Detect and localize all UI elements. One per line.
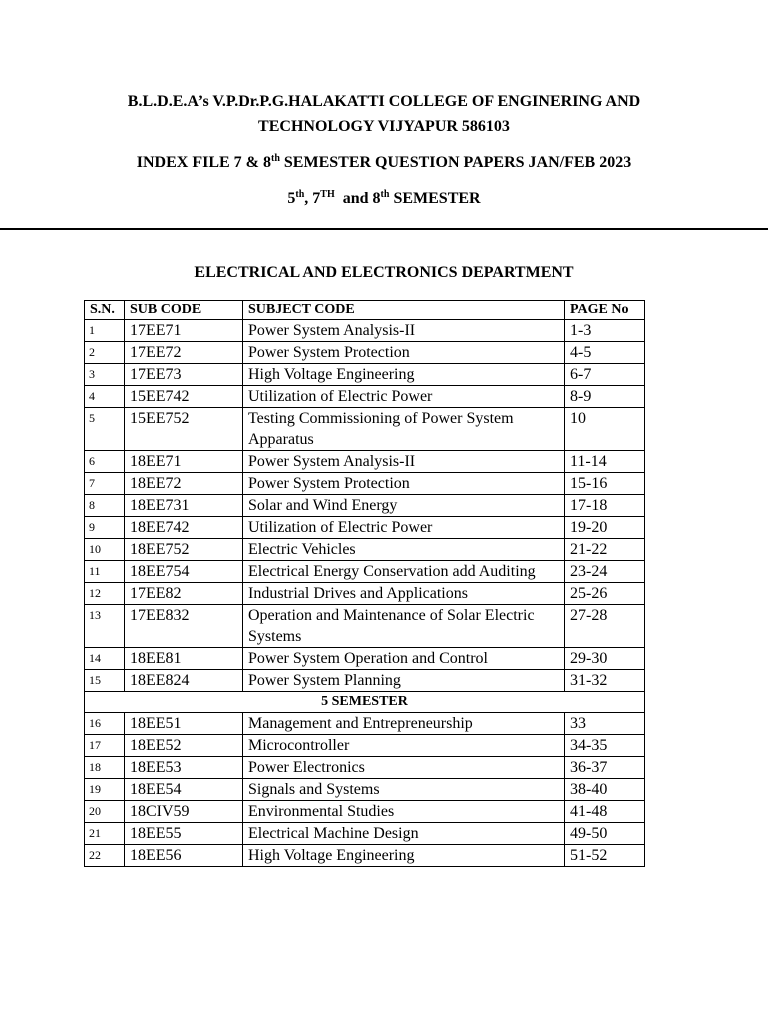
row-sn: 11 — [85, 561, 125, 583]
college-name-line: B.L.D.E.A’s V.P.Dr.P.G.HALAKATTI COLLEGE OF ENGINERING AND — [127, 93, 641, 110]
row-sub-code: 15EE742 — [125, 386, 243, 408]
section-label: 5 SEMESTER — [85, 692, 645, 713]
column-header-subject: SUBJECT CODE — [243, 301, 565, 320]
row-sub-code: 18EE742 — [125, 517, 243, 539]
row-subject: Power System Protection — [243, 342, 565, 364]
row-sub-code: 15EE752 — [125, 408, 243, 451]
row-page: 17-18 — [565, 495, 645, 517]
row-sub-code: 18EE731 — [125, 495, 243, 517]
row-page: 1-3 — [565, 320, 645, 342]
table-row — [85, 648, 645, 670]
row-sn: 9 — [85, 517, 125, 539]
row-page: 4-5 — [565, 342, 645, 364]
table-row — [85, 539, 645, 561]
question-paper-index-table — [84, 300, 645, 867]
row-sub-code: 18EE51 — [125, 713, 243, 735]
table-row — [85, 823, 645, 845]
table-row — [85, 605, 645, 648]
row-subject: Utilization of Electric Power — [243, 386, 565, 408]
semester-line: 5th, 7TH and 8th SEMESTER — [287, 189, 481, 207]
row-page: 27-28 — [565, 605, 645, 648]
table-row — [85, 779, 645, 801]
table-row — [85, 670, 645, 692]
row-sn: 1 — [85, 320, 125, 342]
row-sn: 21 — [85, 823, 125, 845]
section-row — [85, 692, 645, 713]
row-sn: 6 — [85, 451, 125, 473]
table-row — [85, 845, 645, 867]
row-subject: Power System Planning — [243, 670, 565, 692]
row-subject: Management and Entrepreneurship — [243, 713, 565, 735]
row-page: 15-16 — [565, 473, 645, 495]
table-row — [85, 495, 645, 517]
row-page: 10 — [565, 408, 645, 451]
horizontal-rule — [0, 228, 768, 230]
row-subject: Electrical Machine Design — [243, 823, 565, 845]
row-sub-code: 18EE56 — [125, 845, 243, 867]
row-sub-code: 17EE72 — [125, 342, 243, 364]
column-header-page: PAGE No — [565, 301, 645, 320]
row-subject: Solar and Wind Energy — [243, 495, 565, 517]
row-sn: 7 — [85, 473, 125, 495]
table-row — [85, 342, 645, 364]
row-sn: 5 — [85, 408, 125, 451]
row-sub-code: 18EE55 — [125, 823, 243, 845]
row-page: 21-22 — [565, 539, 645, 561]
row-sn: 16 — [85, 713, 125, 735]
row-sn: 22 — [85, 845, 125, 867]
row-subject: Microcontroller — [243, 735, 565, 757]
row-sub-code: 18EE752 — [125, 539, 243, 561]
row-page: 19-20 — [565, 517, 645, 539]
row-sn: 15 — [85, 670, 125, 692]
row-subject: Power System Operation and Control — [243, 648, 565, 670]
row-subject: Power System Analysis-II — [243, 451, 565, 473]
row-page: 11-14 — [565, 451, 645, 473]
table-row — [85, 517, 645, 539]
table-row — [85, 320, 645, 342]
row-subject: Signals and Systems — [243, 779, 565, 801]
table-row — [85, 364, 645, 386]
row-sub-code: 18EE52 — [125, 735, 243, 757]
table-header-row — [85, 301, 645, 320]
row-sub-code: 17EE71 — [125, 320, 243, 342]
college-location-line: TECHNOLOGY VIJYAPUR 586103 — [258, 118, 510, 135]
table-row — [85, 386, 645, 408]
row-subject: Electric Vehicles — [243, 539, 565, 561]
row-page: 38-40 — [565, 779, 645, 801]
table-row — [85, 757, 645, 779]
row-page: 34-35 — [565, 735, 645, 757]
row-sub-code: 18EE54 — [125, 779, 243, 801]
row-sn: 8 — [85, 495, 125, 517]
row-sn: 14 — [85, 648, 125, 670]
table-row — [85, 451, 645, 473]
row-sn: 17 — [85, 735, 125, 757]
row-sub-code: 18EE754 — [125, 561, 243, 583]
row-page: 33 — [565, 713, 645, 735]
row-sub-code: 18EE53 — [125, 757, 243, 779]
table-row — [85, 583, 645, 605]
row-page: 31-32 — [565, 670, 645, 692]
row-sub-code: 18EE824 — [125, 670, 243, 692]
row-subject: Testing Commissioning of Power System Apparatus — [243, 408, 565, 451]
row-sub-code: 18EE81 — [125, 648, 243, 670]
row-sn: 19 — [85, 779, 125, 801]
column-header-sub-code: SUB CODE — [125, 301, 243, 320]
row-sn: 12 — [85, 583, 125, 605]
row-page: 29-30 — [565, 648, 645, 670]
row-subject: High Voltage Engineering — [243, 845, 565, 867]
row-page: 23-24 — [565, 561, 645, 583]
table-row — [85, 713, 645, 735]
row-page: 6-7 — [565, 364, 645, 386]
row-sub-code: 17EE73 — [125, 364, 243, 386]
row-subject: Environmental Studies — [243, 801, 565, 823]
row-page: 41-48 — [565, 801, 645, 823]
row-subject: Operation and Maintenance of Solar Electric Systems — [243, 605, 565, 648]
row-sub-code: 17EE832 — [125, 605, 243, 648]
row-subject: High Voltage Engineering — [243, 364, 565, 386]
row-sn: 4 — [85, 386, 125, 408]
table-row — [85, 408, 645, 451]
row-sn: 2 — [85, 342, 125, 364]
table-row — [85, 801, 645, 823]
row-page: 51-52 — [565, 845, 645, 867]
row-sn: 13 — [85, 605, 125, 648]
table-row — [85, 561, 645, 583]
row-page: 25-26 — [565, 583, 645, 605]
row-sub-code: 18CIV59 — [125, 801, 243, 823]
row-sub-code: 17EE82 — [125, 583, 243, 605]
column-header-sn: S.N. — [85, 301, 125, 320]
row-sub-code: 18EE72 — [125, 473, 243, 495]
row-subject: Industrial Drives and Applications — [243, 583, 565, 605]
row-sub-code: 18EE71 — [125, 451, 243, 473]
row-subject: Power Electronics — [243, 757, 565, 779]
row-subject: Utilization of Electric Power — [243, 517, 565, 539]
row-sn: 10 — [85, 539, 125, 561]
row-subject: Power System Analysis-II — [243, 320, 565, 342]
row-subject: Power System Protection — [243, 473, 565, 495]
row-sn: 20 — [85, 801, 125, 823]
row-page: 36-37 — [565, 757, 645, 779]
row-sn: 18 — [85, 757, 125, 779]
row-page: 49-50 — [565, 823, 645, 845]
row-subject: Electrical Energy Conservation add Auditing — [243, 561, 565, 583]
table-row — [85, 735, 645, 757]
table-row — [85, 473, 645, 495]
row-sn: 3 — [85, 364, 125, 386]
row-page: 8-9 — [565, 386, 645, 408]
department-title: ELECTRICAL AND ELECTRONICS DEPARTMENT — [194, 264, 574, 281]
index-title: INDEX FILE 7 & 8th SEMESTER QUESTION PAPERS JAN/FEB 2023 — [136, 153, 632, 171]
